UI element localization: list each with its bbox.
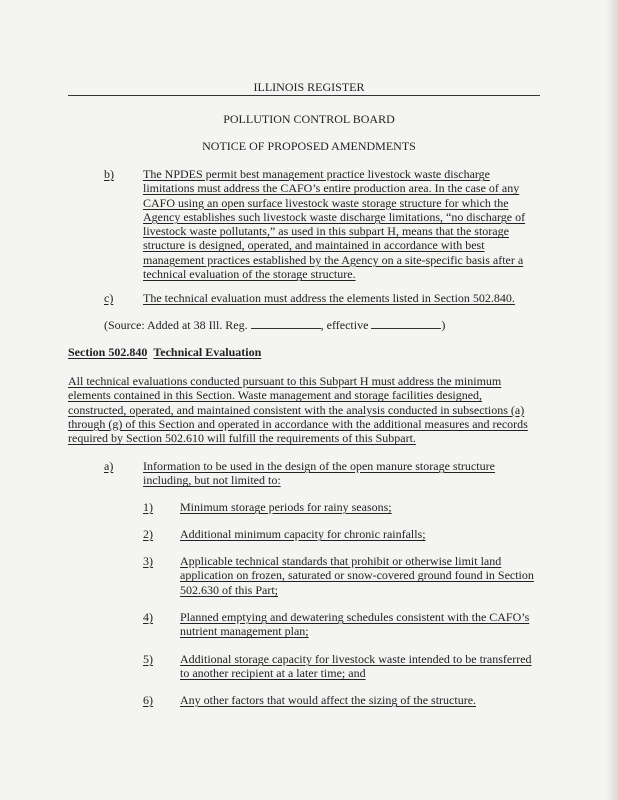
item-b-line: limitations must address the CAFO’s entire production area. In the case of any [143, 181, 520, 196]
intro-line: elements contained in this Section. Waste management and storage facilities designed, [68, 388, 483, 403]
item-b-line: technical evaluation of the storage structure. [143, 267, 356, 282]
item-b-label: b) [104, 167, 114, 181]
effective-blank [371, 318, 441, 329]
subitem-6-label: 6) [143, 693, 153, 707]
subitem-line: to another recipient at a later time; and [180, 666, 366, 681]
subitem-6-text [180, 693, 476, 707]
item-b-line: CAFO using an open surface livestock waste storage structure for which the [143, 195, 509, 210]
subitem-line: 502.630 of this Part; [180, 582, 278, 597]
intro-line: All technical evaluations conducted pursuant to this Subpart H must address the minimum [68, 374, 502, 388]
subitem-4-label: 4) [143, 610, 153, 624]
item-a-text [143, 459, 495, 488]
subitem-line: Any other factors that would affect the sizing of the structure. [180, 693, 477, 707]
register-blank [251, 318, 321, 329]
item-b-line: The NPDES permit best management practice livestock waste discharge [143, 167, 491, 181]
subitem-2-label: 2) [143, 527, 153, 541]
item-c-label: c) [104, 291, 114, 305]
subitem-line: Minimum storage periods for rainy seasons; [180, 500, 392, 514]
intro-line: required by Section 502.610 will fulfill the requirements of this Subpart. [68, 431, 416, 446]
subitem-line: Applicable technical standards that prohibit or otherwise limit land [180, 554, 502, 568]
subitem-3-text [180, 554, 534, 597]
source-note [104, 318, 445, 333]
source-middle: , effective [320, 318, 369, 332]
item-a-line: including, but not limited to: [143, 473, 281, 488]
register-title: ILLINOIS REGISTER [253, 80, 365, 94]
subitem-line: nutrient management plan; [180, 624, 309, 639]
item-b-line: Agency establishes such livestock waste discharge limitations, “no discharge of [143, 209, 526, 224]
subitem-3-label: 3) [143, 554, 153, 568]
subitem-5-text [180, 652, 532, 681]
subitem-1-label: 1) [143, 500, 153, 514]
subitem-line: Planned emptying and dewatering schedules consistent with the CAFO’s [180, 610, 530, 624]
intro-paragraph [68, 374, 528, 445]
subitem-5-label: 5) [143, 652, 153, 666]
item-b-line: livestock waste pollutants,” as used in this subpart H, means that the storage [143, 224, 509, 239]
subitem-line: Additional minimum capacity for chronic rainfalls; [180, 527, 426, 541]
section-heading [68, 345, 261, 360]
source-prefix: (Source: Added at 38 Ill. Reg. [104, 318, 248, 332]
item-b-line: structure is designed, operated, and maintained in accordance with best [143, 238, 485, 253]
item-a-line: Information to be used in the design of the open manure storage structure [143, 459, 495, 473]
item-b-line: management practices established by the Agency on a site-specific basis after a [143, 252, 524, 267]
subitem-4-text [180, 610, 529, 639]
item-c-text: The technical evaluation must address the elements listed in Section 502.840. [143, 291, 515, 305]
intro-line: constructed, operated, and maintained consistent with the analysis conducted in subsections (a) [68, 402, 525, 417]
notice-title: NOTICE OF PROPOSED AMENDMENTS [202, 139, 416, 153]
source-suffix: ) [441, 318, 446, 332]
subitem-1-text [180, 500, 392, 514]
section-title: Technical Evaluation [153, 345, 262, 359]
intro-line: through (g) of this Section and operated in accordance with the additional measures and records [68, 416, 528, 431]
board-name: POLLUTION CONTROL BOARD [223, 112, 395, 126]
item-a-label: a) [104, 459, 114, 473]
subitem-2-text [180, 527, 426, 541]
subitem-line: application on frozen, saturated or snow-covered ground found in Section [180, 568, 534, 583]
section-number: Section 502.840 [68, 345, 148, 359]
item-b-text [143, 167, 525, 281]
header-rule [68, 95, 540, 96]
subitem-line: Additional storage capacity for livestock waste intended to be transferred [180, 652, 532, 666]
